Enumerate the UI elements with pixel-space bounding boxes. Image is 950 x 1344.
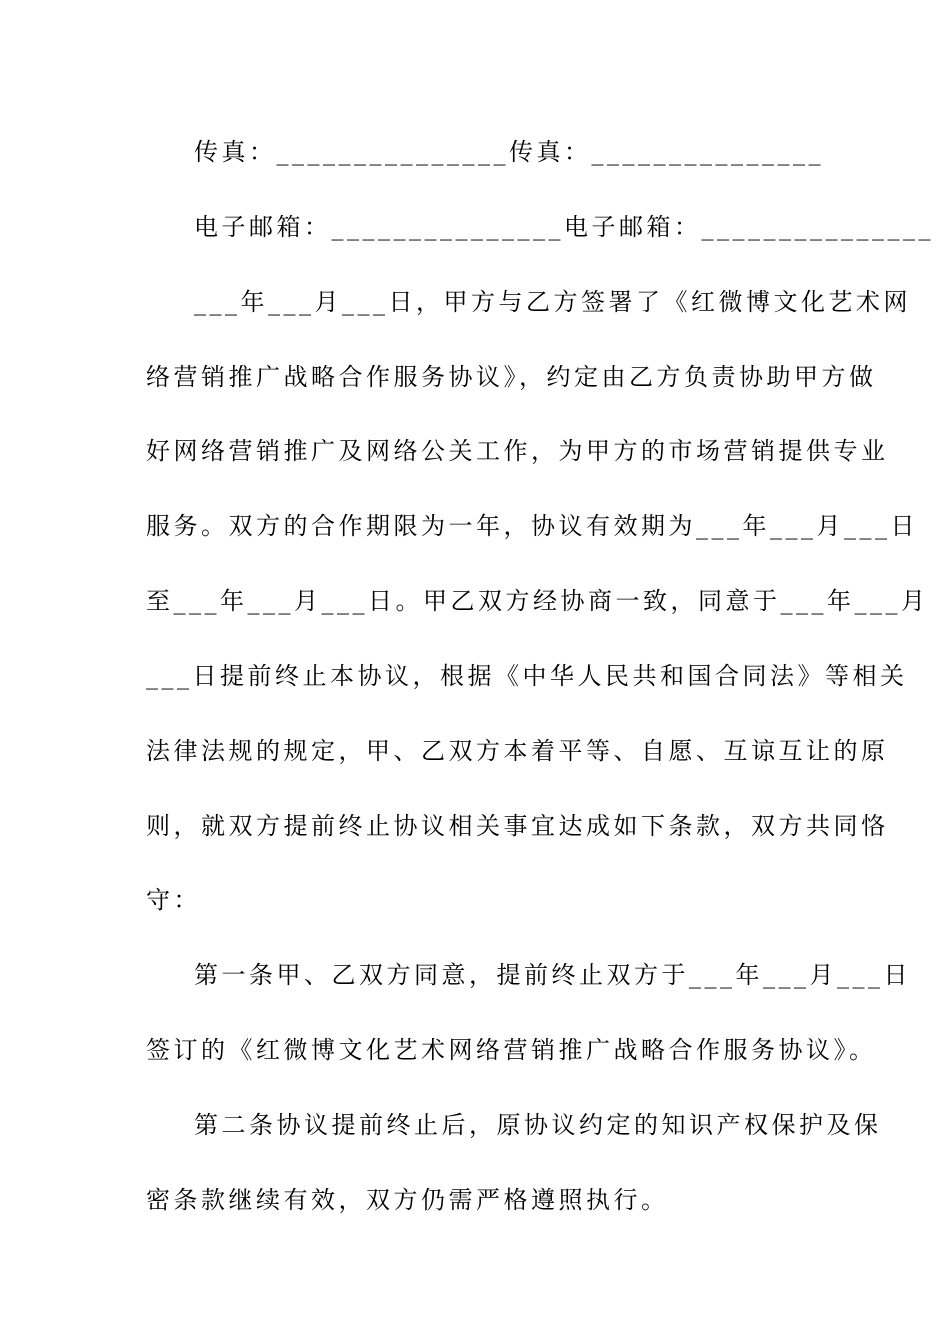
paragraph-line: 至___年___月___日。甲乙双方经协商一致，同意于___年___月 (146, 587, 929, 615)
article-one-line: 第一条甲、乙双方同意，提前终止双方于___年___月___日 (194, 961, 911, 989)
paragraph-line: ___日提前终止本协议，根据《中华人民共和国合同法》等相关 (146, 662, 908, 690)
paragraph-line: 则，就双方提前终止协议相关事宜达成如下条款，双方共同恪 (146, 812, 889, 840)
paragraph-line: 好网络营销推广及网络公关工作，为甲方的市场营销提供专业 (146, 437, 889, 465)
paragraph-line: 法律法规的规定，甲、乙双方本着平等、自愿、互谅互让的原 (146, 737, 889, 765)
paragraph-line: 服务。双方的合作期限为一年，协议有效期为___年___月___日 (146, 512, 918, 540)
fax-line: 传真：_______________传真：_______________ (194, 138, 824, 166)
article-two-line: 第二条协议提前终止后，原协议约定的知识产权保护及保 (194, 1111, 882, 1139)
paragraph-line: ___年___月___日，甲方与乙方签署了《红微博文化艺术网 (194, 288, 911, 316)
article-two-line: 密条款继续有效，双方仍需严格遵照执行。 (146, 1186, 669, 1214)
article-one-line: 签订的《红微博文化艺术网络营销推广战略合作服务协议》。 (146, 1036, 877, 1064)
paragraph-line: 络营销推广战略合作服务协议》，约定由乙方负责协助甲方做 (146, 363, 877, 391)
email-line: 电子邮箱：_______________电子邮箱：_______________ (194, 213, 934, 241)
paragraph-line: 守： (146, 886, 201, 914)
